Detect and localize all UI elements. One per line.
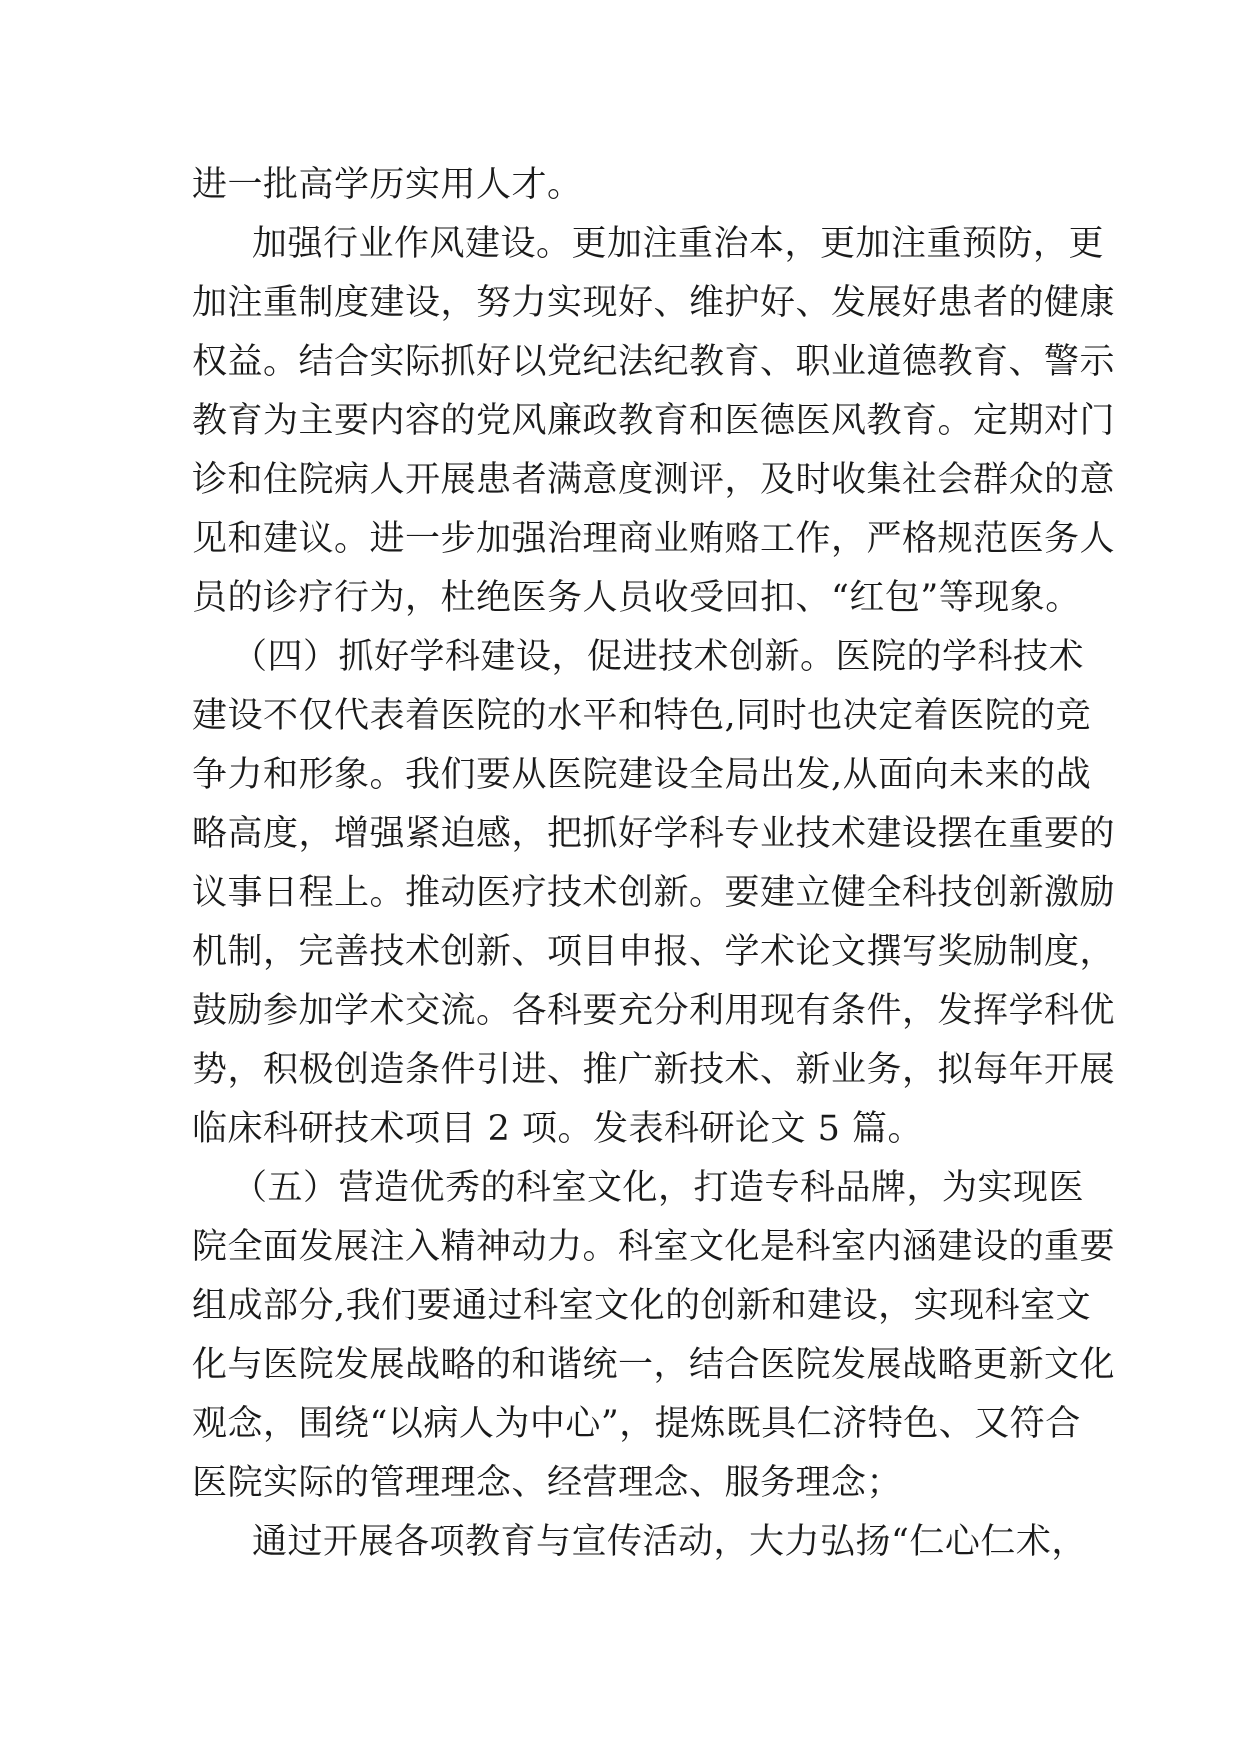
text-line: 势，积极创造条件引进、推广新技术、新业务，拟每年开展 [192,1050,1116,1090]
text-line: 医院实际的管理理念、经营理念、服务理念； [192,1463,903,1503]
paragraph-3 [192,628,1116,1159]
paragraph-5 [192,1513,1087,1572]
paragraph-4 [192,1159,1116,1513]
paragraph-2 [192,215,1116,628]
text-line: 加注重制度建设，努力实现好、维护好、发展好患者的健康 [192,283,1116,323]
text-line: （五）营造优秀的科室文化，打造专科品牌，为实现医 [232,1168,1085,1208]
body-text [192,156,1116,1572]
text-line: 员的诊疗行为，杜绝医务人员收受回扣、“红包”等现象。 [192,578,1081,618]
text-line: 鼓励参加学术交流。各科要充分利用现有条件，发挥学科优 [192,991,1116,1031]
text-line: 教育为主要内容的党风廉政教育和医德医风教育。定期对门 [192,401,1116,441]
text-line: 院全面发展注入精神动力。科室文化是科室内涵建设的重要 [192,1227,1116,1267]
text-line: （四）抓好学科建设，促进技术创新。医院的学科技术 [232,637,1085,677]
text-line: 议事日程上。推动医疗技术创新。要建立健全科技创新激励 [192,873,1116,913]
text-line: 建设不仅代表着医院的水平和特色,同时也决定着医院的竞 [192,696,1092,736]
paragraph-1 [192,156,1052,215]
text-line: 进一批高学历实用人才。 [192,165,583,205]
text-line: 争力和形象。我们要从医院建设全局出发,从面向未来的战 [192,755,1092,795]
text-line: 观念，围绕“以病人为中心”，提炼既具仁济特色、又符合 [192,1404,1081,1444]
text-line: 通过开展各项教育与宣传活动，大力弘扬“仁心仁术， [252,1522,1087,1562]
text-line: 加强行业作风建设。更加注重治本，更加注重预防，更 [252,224,1105,264]
text-line: 机制，完善技术创新、项目申报、学术论文撰写奖励制度， [192,932,1116,972]
text-line: 组成部分,我们要通过科室文化的创新和建设，实现科室文 [192,1286,1092,1326]
text-line: 临床科研技术项目 2 项。发表科研论文 5 篇。 [192,1109,924,1149]
text-line: 见和建议。进一步加强治理商业贿赂工作，严格规范医务人 [192,519,1116,559]
text-line: 略高度，增强紧迫感，把抓好学科专业技术建设摆在重要的 [192,814,1116,854]
text-line: 化与医院发展战略的和谐统一，结合医院发展战略更新文化 [192,1345,1116,1385]
text-line: 权益。结合实际抓好以党纪法纪教育、职业道德教育、警示 [192,342,1116,382]
text-line: 诊和住院病人开展患者满意度测评，及时收集社会群众的意 [192,460,1116,500]
